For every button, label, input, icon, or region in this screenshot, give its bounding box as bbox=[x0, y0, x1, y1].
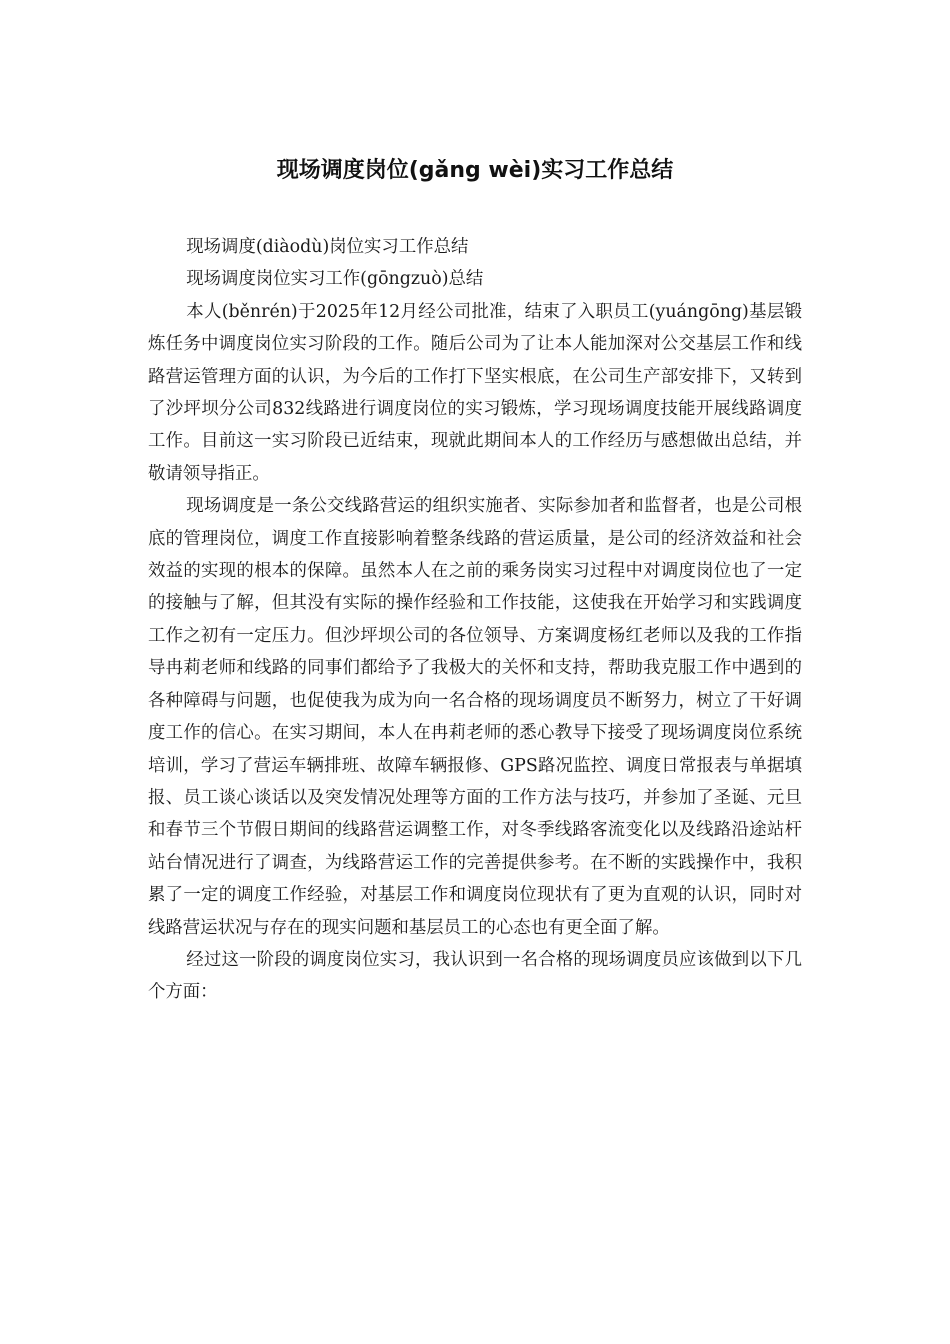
document-title: 现场调度岗位(gǎng wèi)实习工作总结 bbox=[276, 158, 674, 183]
paragraph-intro: 本人(běnrén)于2025年12月经公司批准，结束了入职员工(yuángōng)基层锻炼任务中调度岗位实习阶段的工作。随后公司为了让本人能加深对公交基层工作和线路营运管理方面的认识，为今后的工作打下坚实根底，在公司生产部安排下，又转到了沙坪坝分公司832线路进行调度岗位的实习锻炼，学习现场调度技能开展线路调度工作。目前这一实习阶段已近结束，现就此期间本人的工作经历与感想做出总结，并敬请领导指正。 bbox=[148, 301, 802, 484]
paragraph-dispatch-role: 现场调度是一条公交线路营运的组织实施者、实际参加者和监督者，也是公司根底的管理岗位，调度工作直接影响着整条线路的营运质量，是公司的经济效益和社会效益的实现的根本的保障。虽然本人在之前的乘务岗实习过程中对调度岗位也了一定的接触与了解，但其没有实际的操作经验和工作技能，这使我在开始学习和实践调度工作之初有一定压力。但沙坪坝公司的各位领导、方案调度杨红老师以及我的工作指导冉莉老师和线路的同事们都给予了我极大的关怀和支持，帮助我克服工作中遇到的各种障碍与问题，也促使我为成为向一名合格的现场调度员不断努力，树立了干好调度工作的信心。在实习期间，本人在冉莉老师的悉心教导下接受了现场调度岗位系统培训，学习了营运车辆排班、故障车辆报修、GPS路况监控、调度日常报表与单据填报、员工谈心谈话以及突发情况处理等方面的工作方法与技巧，并参加了圣诞、元旦和春节三个节假日期间的线路营运调整工作，对冬季线路客流变化以及线路沿途站杆站台情况进行了调查，为线路营运工作的完善提供参考。在不断的实践操作中，我积累了一定的调度工作经验，对基层工作和调度岗位现状有了更为直观的认识，同时对线路营运状况与存在的现实问题和基层员工的心态也有更全面了解。 bbox=[148, 496, 802, 938]
paragraph-conclusion-lead: 经过这一阶段的调度岗位实习，我认识到一名合格的现场调度员应该做到以下几个方面： bbox=[148, 949, 802, 1003]
document-body bbox=[148, 231, 802, 1009]
paragraph-heading-1: 现场调度(diàodù)岗位实习工作总结 bbox=[186, 237, 469, 257]
paragraph-heading-2: 现场调度岗位实习工作(gōngzuò)总结 bbox=[186, 269, 484, 290]
